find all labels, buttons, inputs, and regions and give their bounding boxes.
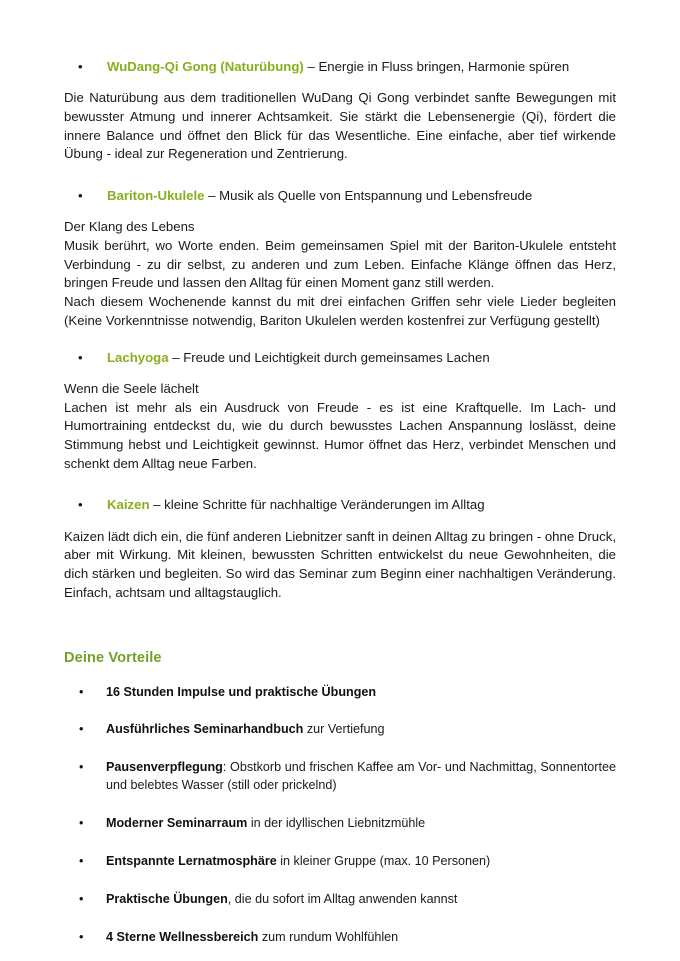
topic-paragraph: Musik berührt, wo Worte enden. Beim gemeinsamen Spiel mit der Bariton-Ukulele entsteht Verbindung - zu dir selbst, zu anderen und zum Leben. Einfache Klänge öffnen das Herz, bringen Freude und lassen den Alltag für einen Moment ganz still werden. [64, 237, 616, 291]
spacer [64, 603, 616, 650]
topic-block-bariton-ukulele [64, 187, 616, 331]
bullet-icon: • [79, 929, 84, 944]
topic-subtitle: – Musik als Quelle von Entspannung und Lebensfreude [204, 188, 533, 204]
topic-subtitle: – kleine Schritte für nachhaltige Veränderungen im Alltag [149, 497, 485, 513]
benefit-label: Ausführliches Seminarhandbuch [106, 722, 304, 737]
benefit-detail: in kleiner Gruppe (max. 10 Personen) [276, 853, 491, 868]
benefit-label: Moderner Seminarraum [106, 816, 248, 831]
topic-subtitle: – Freude und Leichtigkeit durch gemeinsames Lachen [168, 349, 490, 365]
list-item [64, 853, 616, 871]
spacer [64, 164, 616, 187]
list-item [64, 891, 616, 909]
spacer [64, 331, 616, 349]
topic-block-kaizen [64, 496, 616, 602]
bullet-icon: • [79, 891, 84, 906]
topic-title: WuDang-Qi Gong (Naturübung) [107, 59, 304, 74]
topic-paragraph-secondary: Nach diesem Wochenende kannst du mit drei einfachen Griffen sehr viele Lieder begleiten (Keine Vorkenntnisse notwendig, Bariton Ukulelen werden kostenfrei zur Verfügung gestellt) [64, 294, 616, 328]
benefit-detail: in der idyllischen Liebnitzmühle [247, 816, 426, 831]
topic-block-wudang-qi-gong [64, 58, 616, 164]
bullet-icon: • [79, 684, 84, 699]
topic-heading [64, 58, 616, 75]
benefit-label: 4 Sterne Wellnessbereich [106, 929, 259, 944]
bullet-icon: • [79, 722, 84, 737]
section-heading-benefits: Deine Vorteile [64, 649, 162, 666]
topic-block-lachyoga [64, 349, 616, 474]
bullet-icon: • [78, 59, 83, 74]
benefit-label: Praktische Übungen [106, 891, 228, 906]
topic-title: Lachyoga [107, 349, 169, 365]
bullet-icon: • [78, 349, 83, 365]
document-content [64, 58, 616, 947]
bullet-icon: • [78, 188, 83, 204]
topic-paragraph: Kaizen lädt dich ein, die fünf anderen Liebnitzer sanft in deinen Alltag zu bringen - ohne Druck, aber mit Wirkung. Mit kleinen, bewussten Schritten entwickelst du neue Gewohnheiten, die dich stärken und begleiten. So wird das Seminar zum Beginn einer nachhaltigen Veränderung. Einfach, achtsam und alltagstauglich. [64, 528, 616, 600]
benefit-detail: : Obstkorb und frischen Kaffee am Vor- und Nachmittag, Sonnentortee und belebtes Wasser (still oder prickelnd) [106, 760, 616, 793]
benefit-label: 16 Stunden Impulse und praktische Übungen [106, 684, 377, 699]
topic-heading [64, 349, 616, 366]
topic-lead-line: Wenn die Seele lächelt [64, 380, 199, 396]
topic-paragraph: Lachen ist mehr als ein Ausdruck von Freude - es ist eine Kraftquelle. Im Lach- und Humortraining entdeckst du, wie du durch bewusstes Lachen Anspannung loslässt, deine Stimmung hebst und Leichtigkeit gewinnst. Humor öffnet das Herz, verbindet Menschen und schenkt dem Alltag neue Farben. [64, 399, 616, 471]
list-item [64, 721, 616, 739]
topic-lead-line: Der Klang des Lebens [64, 219, 195, 235]
list-item [64, 815, 616, 833]
topic-title: Kaizen [107, 497, 150, 513]
benefit-detail: , die du sofort im Alltag anwenden kannst [227, 891, 458, 906]
benefit-label: Entspannte Lernatmosphäre [106, 853, 277, 868]
bullet-icon: • [78, 497, 83, 513]
list-item [64, 684, 616, 702]
topic-paragraph: Die Naturübung aus dem traditionellen WuDang Qi Gong verbindet sanfte Bewegungen mit bewusster Atmung und innerer Achtsamkeit. Sie stärkt die Lebensenergie (Qi), fördert die innere Balance und öffnet den Blick für das Wesentliche. Eine einfache, aber tief wirkende Übung - ideal zur Regeneration und Zentrierung. [64, 90, 616, 162]
bullet-icon: • [79, 816, 84, 831]
benefit-label: Pausenverpflegung [106, 760, 223, 775]
benefit-detail: zur Vertiefung [303, 722, 385, 737]
benefit-detail: zum rundum Wohlfühlen [258, 929, 399, 944]
spacer [64, 473, 616, 496]
bullet-icon: • [79, 760, 84, 775]
bullet-icon: • [79, 853, 84, 868]
topic-title: Bariton-Ukulele [107, 188, 205, 204]
list-item [64, 929, 616, 947]
topic-heading [64, 496, 616, 513]
spacer [64, 666, 616, 684]
benefits-list [64, 684, 616, 947]
topic-heading [64, 187, 616, 204]
list-item [64, 759, 616, 795]
topic-subtitle: – Energie in Fluss bringen, Harmonie spüren [303, 59, 570, 74]
